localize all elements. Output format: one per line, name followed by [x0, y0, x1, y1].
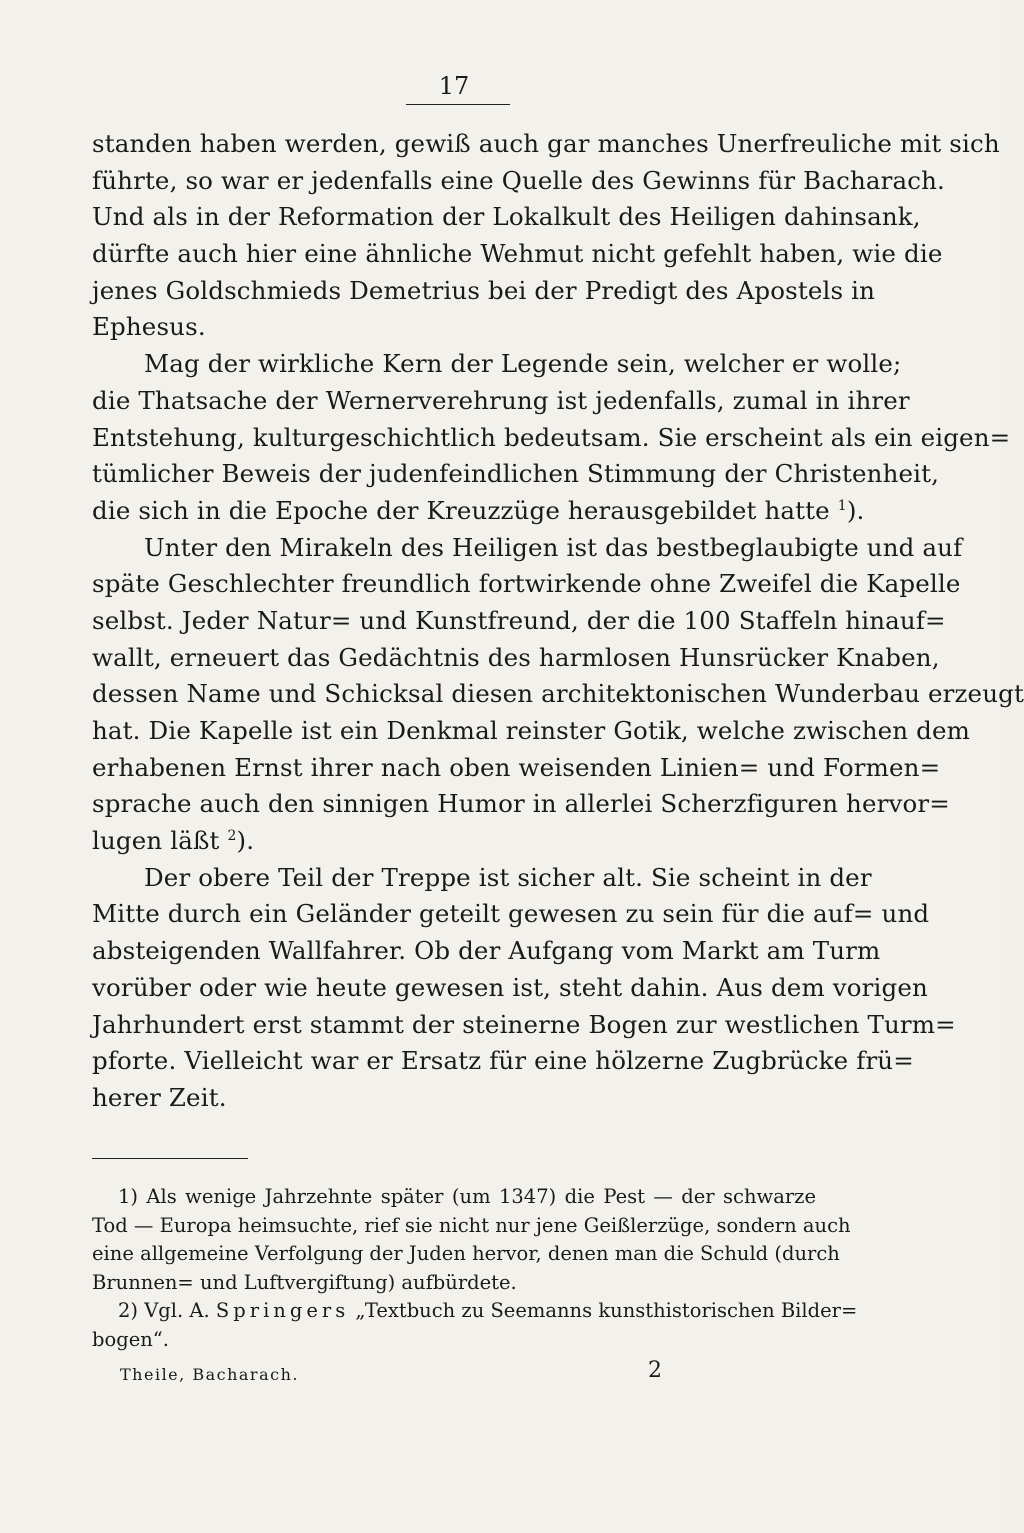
footnote-line: bogen“. — [92, 1327, 169, 1351]
text-line: Mag der wirkliche Kern der Legende sein, welcher er wolle; — [144, 349, 902, 379]
text-line: späte Geschlechter freundlich fortwirkende ohne Zweifel die Kapelle — [92, 569, 961, 599]
signature-mark: Theile, Bacharach. — [120, 1365, 299, 1384]
footnote-rule — [92, 1158, 248, 1159]
footnote-text: „Textbuch zu Seemanns kunsthistorischen Bilder= — [355, 1299, 858, 1322]
footnotes — [92, 1183, 858, 1354]
text-line: Und als in der Reformation der Lokalkult des Heiligen dahinsank, — [92, 202, 921, 232]
text-line: dessen Name und Schicksal diesen architektonischen Wunderbau erzeugt — [92, 679, 1024, 709]
text-line: führte, so war er jedenfalls eine Quelle des Gewinns für Bacharach. — [92, 165, 945, 195]
footnote-line — [92, 1297, 858, 1326]
footnote-line: Tod — Europa heimsuchte, rief sie nicht nur jene Geißlerzüge, sondern auch — [92, 1213, 851, 1237]
text-line: dürfte auch hier eine ähnliche Wehmut nicht gefehlt haben, wie die — [92, 239, 943, 269]
text-line: standen haben werden, gewiß auch gar manches Unerfreuliche mit sich — [92, 129, 1000, 158]
header-rule — [406, 104, 510, 105]
text-line: absteigenden Wallfahrer. Ob der Aufgang vom Markt am Turm — [92, 936, 881, 966]
footnote-author: Springers — [215, 1299, 350, 1322]
text-line-with-footnote — [92, 493, 865, 530]
footnote-ref-close: ). — [236, 826, 255, 856]
text-line: Jahrhundert erst stammt der steinerne Bogen zur westlichen Turm= — [92, 1009, 956, 1039]
footnote-ref-close: ). — [846, 495, 865, 525]
sheet-number: 2 — [648, 1358, 662, 1383]
text-line-with-footnote — [92, 823, 816, 860]
text-line: pforte. Vielleicht war er Ersatz für eine hölzerne Zugbrücke frü= — [92, 1046, 914, 1076]
footnote-ref: 1 — [837, 497, 847, 514]
text-line: wallt, erneuert das Gedächtnis des harmlosen Hunsrücker Knaben, — [92, 642, 940, 672]
text-line: Der obere Teil der Treppe ist sicher alt. Sie scheint in der — [144, 862, 872, 892]
text-line: lugen läßt — [92, 826, 220, 856]
text-line: Mitte durch ein Geländer geteilt gewesen zu sein für die auf= und — [92, 899, 930, 929]
footnote-line: eine allgemeine Verfolgung der Juden hervor, denen man die Schuld (durch — [92, 1242, 840, 1265]
text-line: erhabenen Ernst ihrer nach oben weisenden Linien= und Formen= — [92, 752, 941, 782]
text-line: Unter den Mirakeln des Heiligen ist das bestbeglaubigte und auf — [144, 532, 963, 562]
footnote-text: 2) Vgl. A. — [118, 1299, 210, 1322]
footnote-line: 1) Als wenige Jahrzehnte später (um 1347) die Pest — der schwarze — [118, 1185, 816, 1208]
body-text — [92, 126, 1024, 1117]
text-line: jenes Goldschmieds Demetrius bei der Predigt des Apostels in — [92, 275, 876, 305]
text-line: Entstehung, kulturgeschichtlich bedeutsam. Sie erscheint als ein eigen= — [92, 422, 1011, 452]
text-line: die sich in die Epoche der Kreuzzüge herausgebildet hatte — [92, 495, 830, 525]
text-line: tümlicher Beweis der judenfeindlichen Stimmung der Christenheit, — [92, 459, 940, 489]
page-number: 17 — [438, 72, 470, 100]
footnote-line: Brunnen= und Luftvergiftung) aufbürdete. — [92, 1270, 517, 1294]
footnote-ref: 2 — [227, 827, 237, 844]
text-line: sprache auch den sinnigen Humor in allerlei Scherzfiguren hervor= — [92, 789, 950, 819]
text-line: vorüber oder wie heute gewesen ist, steht dahin. Aus dem vorigen — [92, 972, 928, 1002]
text-line: Ephesus. — [92, 312, 206, 342]
text-line: selbst. Jeder Natur= und Kunstfreund, der die 100 Staffeln hinauf= — [92, 605, 946, 635]
text-line: die Thatsache der Wernerverehrung ist jedenfalls, zumal in ihrer — [92, 385, 910, 415]
text-line: hat. Die Kapelle ist ein Denkmal reinster Gotik, welche zwischen dem — [92, 716, 971, 745]
text-line: herer Zeit. — [92, 1082, 227, 1112]
